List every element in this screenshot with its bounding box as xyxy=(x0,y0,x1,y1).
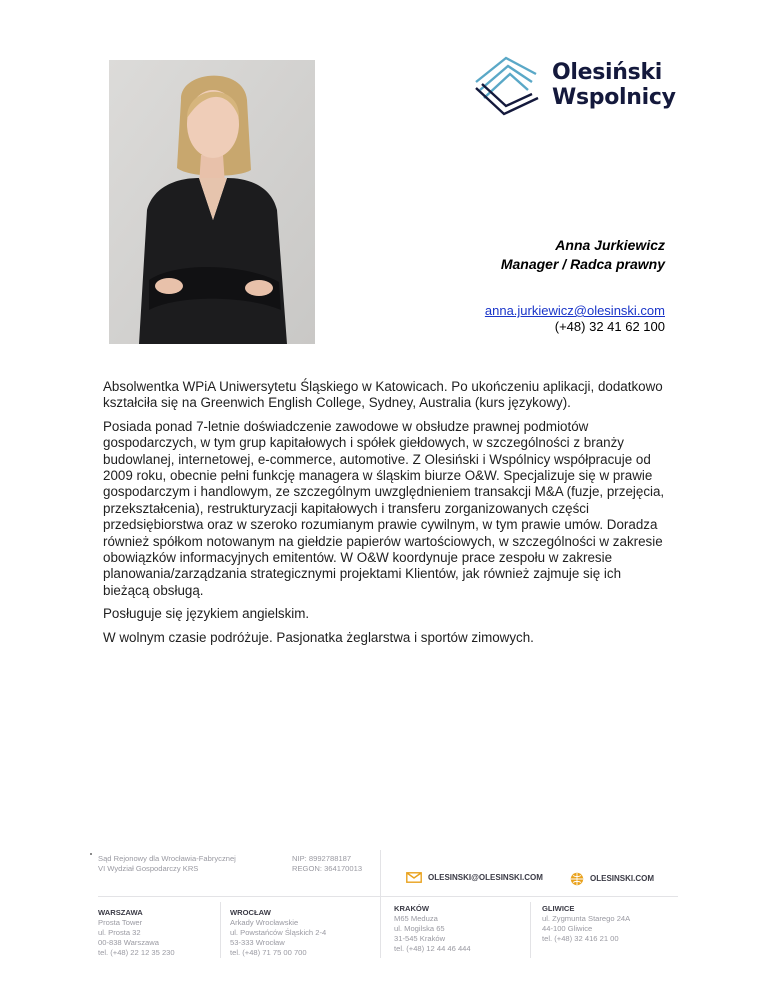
bio-paragraph: Absolwentka WPiA Uniwersytetu Śląskiego w Katowicach. Po ukończeniu aplikacji, dodatkowo kształciła się na Greenwich English College, Sydney, Australia (kurs językowy). xyxy=(103,379,663,411)
logo-line-2: Wspolnicy xyxy=(552,85,676,110)
footer-column-divider xyxy=(380,850,381,958)
office-line: 31-545 Kraków xyxy=(394,934,446,943)
contact-block xyxy=(485,303,665,335)
footer-registry xyxy=(98,854,236,874)
logo-line-1: Olesiński xyxy=(552,60,663,85)
company-logo xyxy=(470,52,680,122)
office-line: M65 Meduza xyxy=(394,914,438,923)
office-city: GLIWICE xyxy=(542,904,575,913)
footer-web-text: OLESINSKI.COM xyxy=(590,874,655,883)
office-gliwice xyxy=(542,904,630,944)
footer-tax-ids xyxy=(292,854,362,874)
office-city: KRAKÓW xyxy=(394,904,430,913)
person-name: Anna Jurkiewicz xyxy=(555,237,665,253)
footer-column-divider xyxy=(530,902,531,958)
footer-email[interactable] xyxy=(406,872,543,883)
office-city: WARSZAWA xyxy=(98,908,143,917)
office-line: 00-838 Warszawa xyxy=(98,938,159,947)
office-city: WROCŁAW xyxy=(230,908,271,917)
bio-paragraph: Posiada ponad 7-letnie doświadczenie zawodowe w obsłudze prawnej podmiotów gospodarczych, w tym grup kapitałowych i spółek giełdowych, w szczególności z branży budowlanej, internetowej, e-commerce, automotive. Z Olesiński i Wspólnicy współpracuje od 2009 roku, obecnie pełni funkcję managera w śląskim biurze O&W. Specjalizuje się w prawie gospodarczym i handlowym, ze szczególnym uwzględnieniem transakcji M&A (fuzje, przejęcia, przekształcenia), restrukturyzacji kapitałowych i transferu zorganizowanych części przedsiębiorstwa oraz w szeroko rozumianym prawie cywilnym, w tym prawie umów. Doradza również spółkom notowanym na giełdzie papierów wartościowych, w szczególności w zakresie obowiązków informacyjnych emitentów. W O&W koordynuje prace zespołu w zakresie planowania/zarządzania strategicznymi projektami Klientów, jak również zajmuje się ich bieżącą obsługą. xyxy=(103,418,665,598)
regon-line: REGON: 364170013 xyxy=(292,864,363,873)
office-line: ul. Prosta 32 xyxy=(98,928,141,937)
logo-mark-icon xyxy=(470,52,548,122)
registry-line: VI Wydział Gospodarczy KRS xyxy=(98,864,199,873)
company-footer xyxy=(80,850,680,960)
envelope-icon xyxy=(406,872,422,883)
footer-email-text: OLESINSKI@OLESINSKI.COM xyxy=(428,872,543,882)
person-heading xyxy=(501,236,665,274)
office-line: tel. (+48) 22 12 35 230 xyxy=(98,948,175,957)
registry-line: Sąd Rejonowy dla Wrocławia-Fabrycznej xyxy=(98,854,236,863)
globe-icon xyxy=(570,872,584,886)
office-line: tel. (+48) 32 416 21 00 xyxy=(542,934,619,943)
biography xyxy=(103,379,668,653)
office-line: 53-333 Wrocław xyxy=(230,938,285,947)
bio-paragraph: W wolnym czasie podróżuje. Pasjonatka żeglarstwa i sportów zimowych. xyxy=(103,629,534,645)
office-line: Prosta Tower xyxy=(98,918,143,927)
office-line: tel. (+48) 71 75 00 700 xyxy=(230,948,307,957)
office-line: tel. (+48) 12 44 46 444 xyxy=(394,944,471,953)
office-krakow xyxy=(394,904,471,954)
footer-website[interactable] xyxy=(570,872,654,886)
office-line: 44-100 Gliwice xyxy=(542,924,593,933)
office-line: Arkady Wrocławskie xyxy=(230,918,299,927)
office-line: ul. Mogilska 65 xyxy=(394,924,445,933)
office-line: ul. Powstańców Śląskich 2-4 xyxy=(230,928,327,937)
profile-photo xyxy=(109,60,315,344)
email-link[interactable]: anna.jurkiewicz@olesinski.com xyxy=(484,303,665,318)
person-title: Manager / Radca prawny xyxy=(500,256,665,272)
phone-number: (+48) 32 41 62 100 xyxy=(554,319,665,334)
bio-paragraph: Posługuje się językiem angielskim. xyxy=(103,606,310,622)
portrait-image xyxy=(109,60,315,344)
footer-divider xyxy=(98,896,678,897)
logo-wordmark xyxy=(552,60,676,110)
nip-line: NIP: 8992788187 xyxy=(292,854,352,863)
office-warszawa xyxy=(98,908,175,958)
office-line: ul. Zygmunta Starego 24A xyxy=(542,914,631,923)
office-wroclaw xyxy=(230,908,326,958)
footer-column-divider xyxy=(220,902,221,958)
